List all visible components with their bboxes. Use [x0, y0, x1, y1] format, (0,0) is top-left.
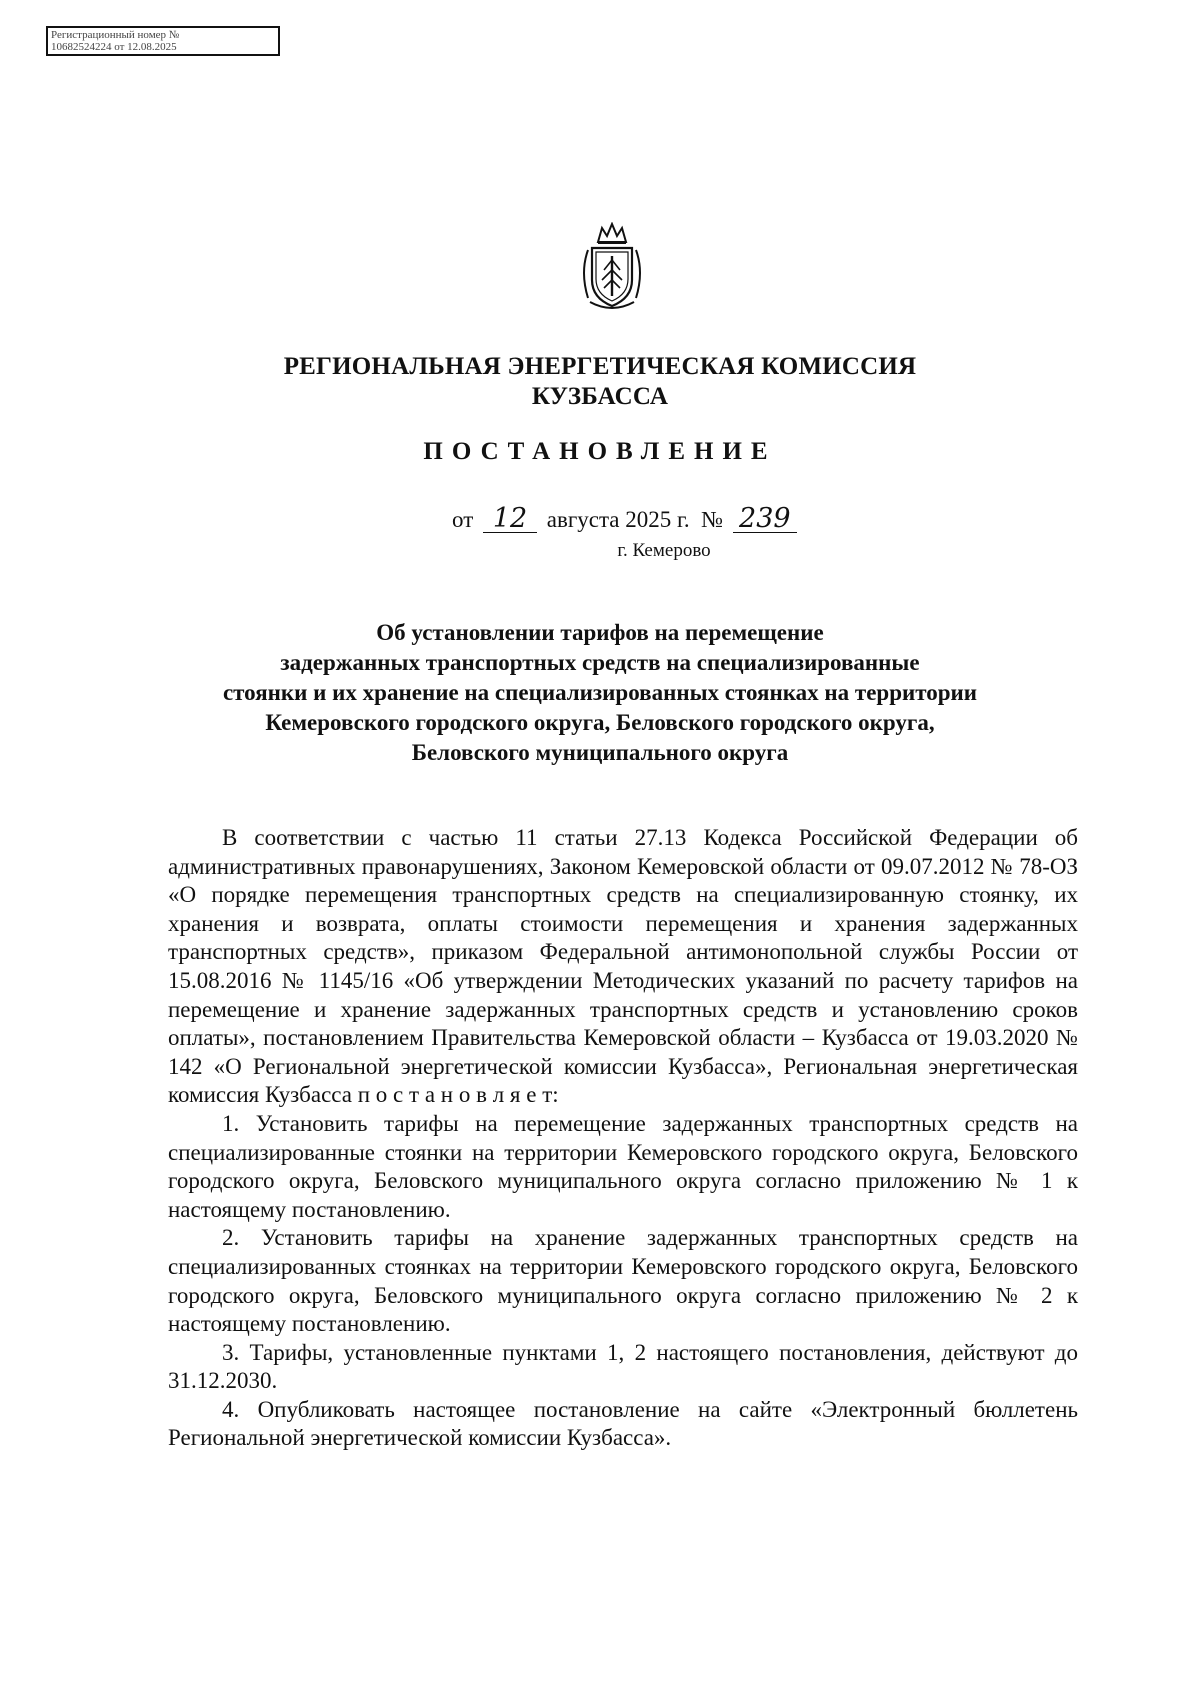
date-prefix: от — [452, 507, 474, 532]
document-number-handwritten: 239 — [733, 506, 797, 533]
registration-stamp — [46, 26, 280, 56]
item-4-paragraph: 4. Опубликовать настоящее постановление на сайте «Электронный бюллетень Региональной энергетической комиссии Кузбасса». — [168, 1396, 1078, 1451]
registration-label: Регистрационный номер № — [51, 29, 180, 41]
document-title — [150, 618, 1050, 768]
document-body — [168, 824, 1078, 1453]
city: г. Кемерово — [617, 540, 711, 561]
title-line: задержанных транспортных средств на специализированные — [280, 650, 920, 675]
title-line: стоянки и их хранение на специализированных стоянках на территории — [222, 680, 978, 705]
date-line — [452, 503, 797, 534]
date-month-year: августа 2025 г. — [546, 507, 690, 532]
item-3-paragraph: 3. Тарифы, установленные пунктами 1, 2 настоящего постановления, действуют до 31.12.2030. — [168, 1339, 1078, 1394]
organization-name — [0, 352, 1200, 412]
organization-line-1: РЕГИОНАЛЬНАЯ ЭНЕРГЕТИЧЕСКАЯ КОМИССИЯ — [283, 353, 917, 380]
registration-number: 10682524224 от 12.08.2025 — [51, 41, 177, 53]
document-type: ПОСТАНОВЛЕНИЕ — [423, 438, 777, 465]
item-2-paragraph: 2. Установить тарифы на хранение задержанных транспортных средств на специализированных стоянках на территории Кемеровского городского округа, Беловского городского округа, Беловского муниципального округа согласно приложению № 2 к настоящему постановлению. — [168, 1225, 1078, 1337]
number-sign: № — [701, 507, 724, 532]
organization-line-2: КУЗБАССА — [531, 383, 669, 410]
kuzbass-coat-of-arms-icon — [576, 222, 648, 314]
preamble-paragraph: В соответствии с частью 11 статьи 27.13 Кодекса Российской Федерации об административных правонарушениях, Законом Кемеровской области от 09.07.2012 № 78-ОЗ «О порядке перемещения транспортных средств на специализированную стоянку, их хранения и возврата, оплаты стоимости перемещения и хранения задержанных транспортных средств», приказом Федеральной антимонопольной службы России от 15.08.2016 № 1145/16 «Об утверждении Методических указаний по расчету тарифов на перемещение и хранение задержанных транспортных средств и установлению сроков оплаты», постановлением Правительства Кемеровской области – Кузбасса от 19.03.2020 № 142 «О Региональной энергетической комиссии Кузбасса», Региональная энергетическая комиссия Кузбасса п о с т а н о в л я е т: — [168, 825, 1078, 1108]
title-line: Об установлении тарифов на перемещение — [376, 620, 824, 645]
title-line: Кемеровского городского округа, Беловского городского округа, — [265, 710, 935, 735]
date-day-handwritten: 12 — [483, 506, 537, 533]
title-line: Беловского муниципального округа — [411, 740, 789, 765]
item-1-paragraph: 1. Установить тарифы на перемещение задержанных транспортных средств на специализированные стоянки на территории Кемеровского городского округа, Беловского городского округа, Беловского муниципального округа согласно приложению № 1 к настоящему постановлению. — [168, 1110, 1078, 1222]
